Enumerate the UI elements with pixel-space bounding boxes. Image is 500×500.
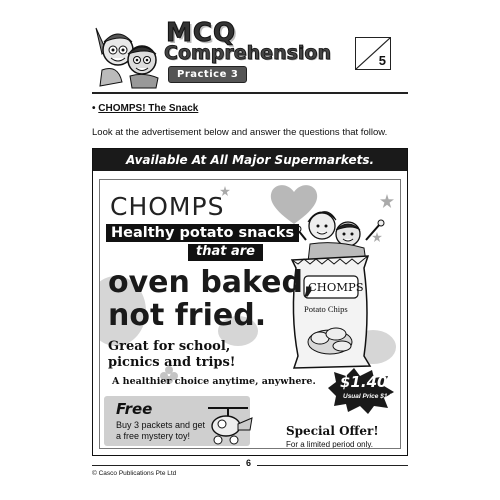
special-offer: Special Offer! [286,424,379,438]
ad-brand: CHOMPS [110,192,225,221]
free-offer-text [116,420,205,442]
section-bullet: • [92,103,96,114]
title-mcq: MCQ [166,18,237,48]
ad-headline-line2: not fried. [108,298,267,333]
free-offer-line2: a free mystery toy! [116,431,191,441]
title-comprehension: Comprehension [164,42,331,64]
ad-benefits [108,339,236,371]
practice-badge: Practice 3 [168,66,247,83]
packet-label: Potato Chips [304,304,348,314]
packet-brand: CHOMPS [308,280,364,294]
ad-benefit-line2: picnics and trips! [108,355,236,370]
limited-period: For a limited period only. [286,440,373,449]
score-box [355,37,391,70]
usual-price: Usual Price $1.90 [343,393,397,400]
header-divider [92,92,408,94]
score-total: 5 [378,53,386,68]
price: $1.40 [340,373,388,391]
section-title [92,103,198,114]
helicopter-toy-icon [204,402,254,446]
copyright: © Casco Publications Pte Ltd [92,470,177,477]
ad-tagline-line2: that are [188,244,263,261]
free-title: Free [116,400,153,418]
ad-benefit-line1: Great for school, [108,339,231,354]
page-number: 6 [240,458,257,468]
ad-panel [99,179,401,449]
ad-healthier-choice: A healthier choice anytime, anywhere. [112,376,316,387]
mascots-illustration [92,20,164,90]
instructions-text: Look at the advertisement below and answer the questions that follow. [92,127,388,138]
ad-headline-line1: oven baked, [108,265,315,300]
free-offer-line1: Buy 3 packets and get [116,420,206,430]
advertisement [92,148,408,456]
ad-tagline-line1: Healthy potato snacks [106,224,299,242]
section-title-text: CHOMPS! The Snack [98,103,199,114]
ad-headline [108,266,314,332]
ad-banner: Available At All Major Supermarkets. [93,149,407,171]
